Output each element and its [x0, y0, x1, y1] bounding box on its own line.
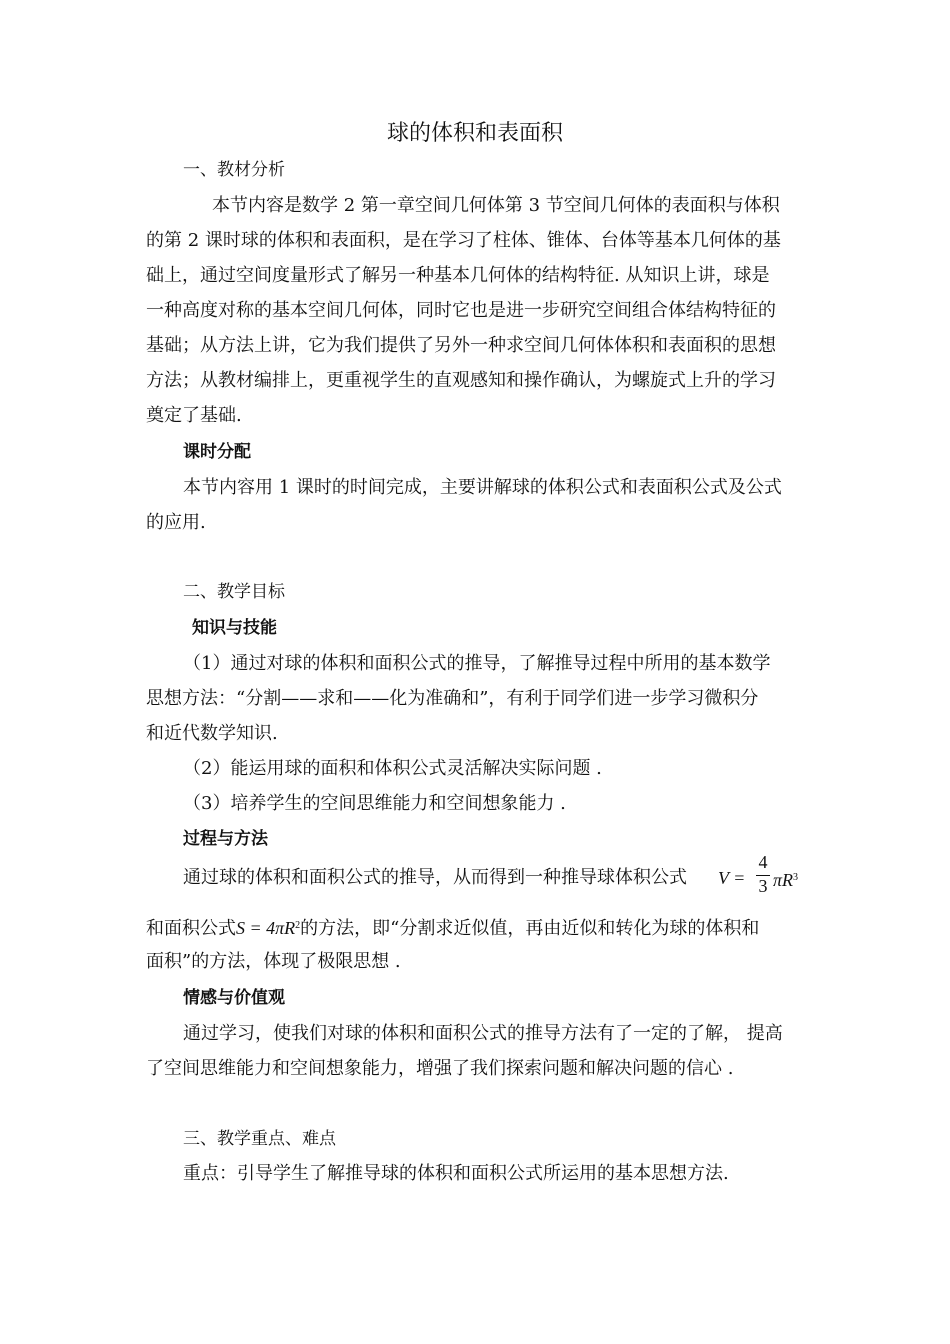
volume-formula-numerator: 4 [758, 852, 768, 872]
paragraph-line: （3）培养学生的空间思维能力和空间想象能力 . [183, 793, 566, 814]
volume-formula-rhs: $\pi R^3$ [773, 870, 799, 890]
area-formula: $S = 4\pi R^2$ [236, 918, 301, 938]
section-heading-3: 三、教学重点、难点 [183, 1129, 336, 1149]
section-heading-1: 一、教材分析 [183, 160, 285, 180]
section-heading-2: 二、教学目标 [183, 582, 285, 602]
volume-formula-denominator: 3 [758, 876, 768, 896]
paragraph-line: 通过球的体积和面积公式的推导，从而得到一种推导球体积公式 [183, 867, 687, 888]
paragraph-line: 的第 2 课时球的体积和表面积，是在学习了柱体、锥体、台体等基本几何体的基 [146, 230, 781, 251]
paragraph-line: 重点：引导学生了解推导球的体积和面积公式所运用的基本思想方法. [183, 1163, 729, 1184]
paragraph-line: 面积”的方法，体现了极限思想 . [146, 951, 401, 972]
paragraph-line: 和近代数学知识. [146, 723, 278, 744]
paragraph-line: 了空间思维能力和空间想象能力，增强了我们探索问题和解决问题的信心 . [146, 1058, 734, 1079]
document-title: 球的体积和表面积 [386, 121, 563, 146]
sub-heading-process: 过程与方法 [183, 829, 268, 849]
paragraph-line: 本节内容用 1 课时的时间完成，主要讲解球的体积公式和表面积公式及公式 [183, 477, 782, 498]
paragraph-line: 思想方法：“分割——求和——化为准确和”，有利于同学们进一步学习微积分 [146, 688, 759, 709]
paragraph-line: 础上，通过空间度量形式了解另一种基本几何体的结构特征. 从知识上讲，球是 [146, 265, 770, 286]
paragraph-line: 一种高度对称的基本空间几何体，同时它也是进一步研究空间组合体结构特征的 [146, 300, 776, 321]
paragraph-line: 的应用. [146, 512, 206, 533]
paragraph-line: 方法；从教材编排上，更重视学生的直观感知和操作确认，为螺旋式上升的学习 [146, 370, 776, 391]
sub-heading-values: 情感与价值观 [183, 988, 285, 1008]
paragraph-line: 通过学习，使我们对球的体积和面积公式的推导方法有了一定的了解， 提高 [183, 1023, 783, 1044]
sub-heading-class-hours: 课时分配 [183, 442, 251, 462]
paragraph-line: 基础；从方法上讲，它为我们提供了另外一种求空间几何体体积和表面积的思想 [146, 335, 776, 356]
paragraph-line: 奠定了基础. [146, 405, 242, 426]
paragraph-line: （2）能运用球的面积和体积公式灵活解决实际问题 . [183, 758, 602, 779]
paragraph-line: 和面积公式$S = 4\pi R^2$的方法，即“分割求近似值，再由近似和转化为球的体积和 [146, 918, 760, 939]
volume-formula-lhs: V = [718, 868, 746, 888]
sub-heading-knowledge: 知识与技能 [192, 618, 277, 638]
paragraph-line: （1）通过对球的体积和面积公式的推导，了解推导过程中所用的基本数学 [183, 653, 771, 674]
paragraph-line: 本节内容是数学 2 第一章空间几何体第 3 节空间几何体的表面积与体积 [212, 195, 780, 216]
